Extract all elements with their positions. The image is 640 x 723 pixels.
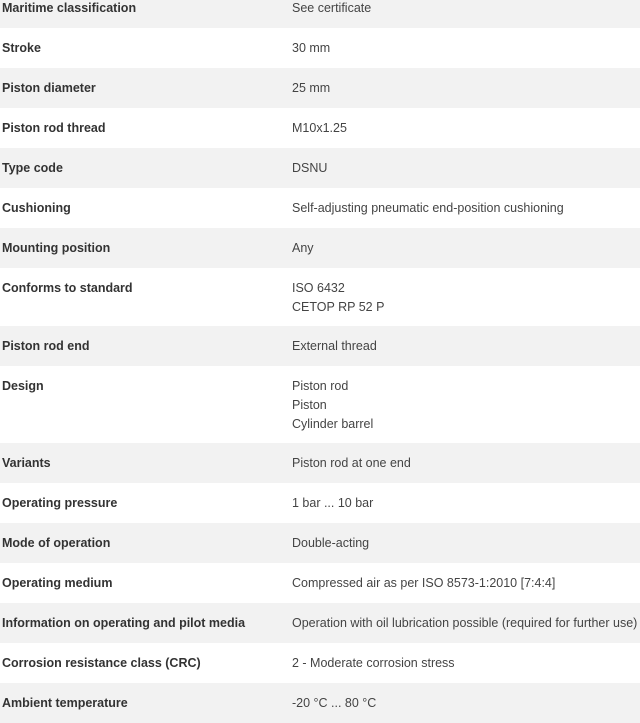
spec-value-line: DSNU	[292, 161, 328, 175]
spec-value-line: -20 °C ... 80 °C	[292, 696, 377, 710]
spec-value-line: 25 mm	[292, 81, 331, 95]
spec-value	[292, 574, 640, 593]
spec-label: Stroke	[2, 41, 41, 55]
spec-value	[292, 239, 640, 258]
spec-value	[292, 377, 640, 434]
spec-row	[0, 563, 640, 603]
spec-label: Cushioning	[2, 201, 71, 215]
spec-value-line: Compressed air as per ISO 8573-1:2010 [7:4:4]	[292, 576, 556, 590]
spec-value-line: Piston rod	[292, 379, 349, 393]
spec-row	[0, 643, 640, 683]
spec-label: Operating medium	[2, 576, 113, 590]
spec-value	[292, 79, 640, 98]
spec-row	[0, 366, 640, 443]
spec-value-line: 1 bar ... 10 bar	[292, 496, 374, 510]
spec-row	[0, 28, 640, 68]
spec-row	[0, 483, 640, 523]
spec-value-line: 2 - Moderate corrosion stress	[292, 656, 455, 670]
spec-value	[292, 0, 640, 18]
spec-value-line: Operation with oil lubrication possible (required for further use)	[292, 616, 638, 630]
spec-value	[292, 337, 640, 356]
spec-value	[292, 119, 640, 138]
spec-value	[292, 694, 640, 713]
spec-value	[292, 534, 640, 553]
spec-label: Design	[2, 379, 44, 393]
spec-row	[0, 148, 640, 188]
spec-row	[0, 523, 640, 563]
spec-label: Piston rod end	[2, 339, 90, 353]
spec-label: Variants	[2, 456, 51, 470]
spec-label: Type code	[2, 161, 63, 175]
spec-value	[292, 614, 640, 633]
spec-value-line: ISO 6432	[292, 281, 345, 295]
spec-row	[0, 188, 640, 228]
spec-row	[0, 683, 640, 723]
spec-value	[292, 39, 640, 58]
spec-value-line: Piston	[292, 398, 327, 412]
spec-label: Piston rod thread	[2, 121, 106, 135]
spec-value-line: M10x1.25	[292, 121, 347, 135]
spec-row	[0, 108, 640, 148]
spec-label: Information on operating and pilot media	[2, 616, 246, 630]
spec-label: Operating pressure	[2, 496, 118, 510]
spec-value	[292, 454, 640, 473]
spec-label: Corrosion resistance class (CRC)	[2, 656, 201, 670]
spec-label: Mounting position	[2, 241, 111, 255]
spec-row	[0, 228, 640, 268]
spec-value-line: CETOP RP 52 P	[292, 300, 385, 314]
spec-label: Piston diameter	[2, 81, 96, 95]
spec-value	[292, 494, 640, 513]
spec-value	[292, 199, 640, 218]
spec-row	[0, 268, 640, 326]
spec-label: Mode of operation	[2, 536, 111, 550]
spec-value-line: 30 mm	[292, 41, 331, 55]
spec-value-line: Self-adjusting pneumatic end-position cushioning	[292, 201, 564, 215]
spec-row	[0, 443, 640, 483]
spec-value-line: Piston rod at one end	[292, 456, 411, 470]
spec-value	[292, 279, 640, 317]
spec-value-line: Any	[292, 241, 314, 255]
spec-row	[0, 603, 640, 643]
spec-row	[0, 68, 640, 108]
spec-value-line: Cylinder barrel	[292, 417, 374, 431]
spec-value-line: See certificate	[292, 1, 372, 15]
spec-value	[292, 654, 640, 673]
spec-label: Maritime classification	[2, 1, 137, 15]
spec-value-line: External thread	[292, 339, 377, 353]
spec-value-line: Double-acting	[292, 536, 370, 550]
spec-label: Ambient temperature	[2, 696, 128, 710]
spec-label: Conforms to standard	[2, 281, 133, 295]
spec-row	[0, 0, 640, 28]
spec-value	[292, 159, 640, 178]
spec-row	[0, 326, 640, 366]
